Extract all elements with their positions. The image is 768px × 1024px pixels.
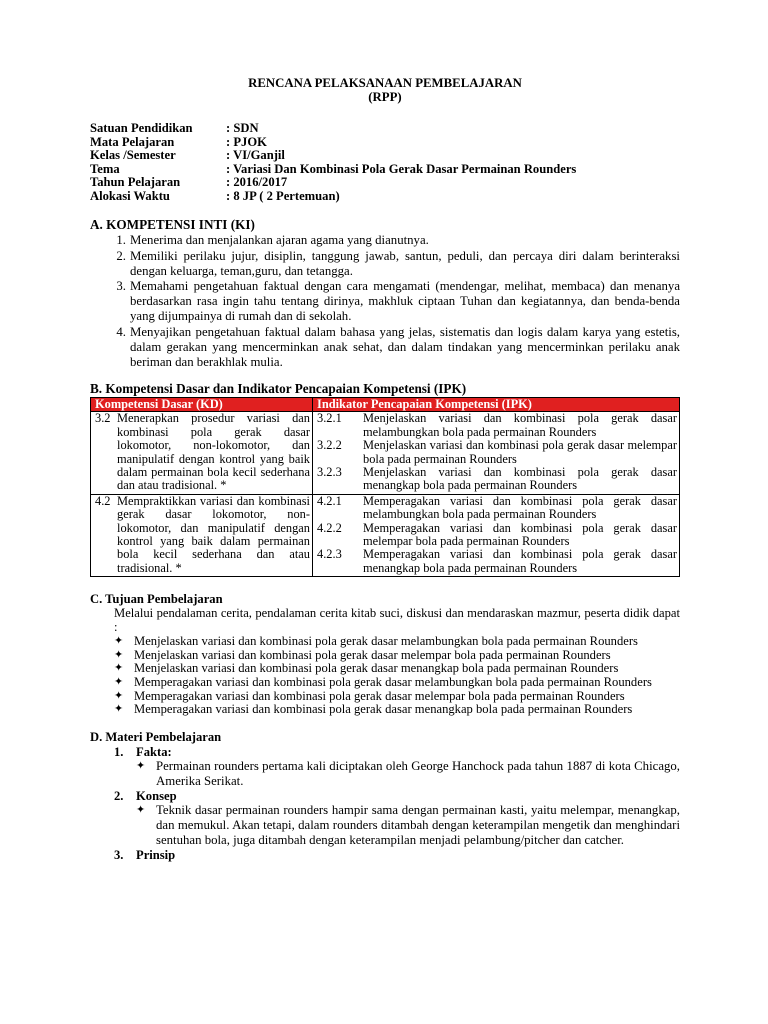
list-text: Memahami pengetahuan faktual dengan cara mengamati (mendengar, melihat, membaca) dan menanya berdasarkan rasa ingin tahu tentang dirinya, makhluk ciptaan Tuhan dan kegiatannya, dan benda-benda yang dijumpainya di rumah dan di sekolah. xyxy=(130,278,680,324)
ki-list xyxy=(90,233,680,370)
tujuan-heading: C. Tujuan Pembelajaran xyxy=(90,592,223,607)
materi-item-prinsip xyxy=(114,848,680,862)
ipk-cell xyxy=(313,494,680,576)
list-item xyxy=(114,662,680,676)
list-item xyxy=(90,233,680,248)
ipk-code: 3.2.3 xyxy=(317,465,342,480)
meta-value: : Variasi Dan Kombinasi Pola Gerak Dasar Permainan Rounders xyxy=(226,161,577,176)
meta-label: Tema xyxy=(90,161,120,176)
kd-cell xyxy=(91,494,313,576)
star-bullet-icon: ✦ xyxy=(114,648,124,661)
table-header-row xyxy=(91,397,680,411)
materi-number: 2. xyxy=(114,788,124,803)
meta-value: : 2016/2017 xyxy=(226,175,288,190)
meta-value: : 8 JP ( 2 Pertemuan) xyxy=(226,188,340,203)
list-item xyxy=(90,249,680,279)
tujuan-list xyxy=(114,635,680,717)
kd-code: 3.2 xyxy=(95,411,111,426)
materi-label: Fakta: xyxy=(136,744,172,759)
list-text: Menjelaskan variasi dan kombinasi pola gerak dasar melempar bola pada permainan Rounders xyxy=(134,647,611,662)
ipk-cell xyxy=(313,412,680,494)
ipk-text: Memperagakan variasi dan kombinasi pola gerak dasar menangkap bola pada permainan Rounders xyxy=(363,547,677,575)
star-bullet-icon: ✦ xyxy=(114,662,124,675)
kd-text: Mempraktikkan variasi dan kombinasi gerak dasar lokomotor, non-lokomotor, dan manipulatif dengan kontrol yang baik dalam permainan bola kecil sederhana dan atau tradisional. * xyxy=(117,493,310,575)
star-bullet-icon: ✦ xyxy=(114,676,124,689)
meta-label: Mata Pelajaran xyxy=(90,134,175,149)
list-text: Menyajikan pengetahuan faktual dalam bahasa yang jelas, sistematis dan logis dalam karya yang estetis, dalam gerakan yang mencerminkan anak sehat, dan dalam tindakan yang mencerminkan perilaku anak beriman dan berakhlak mulia. xyxy=(130,324,680,369)
ipk-text: Memperagakan variasi dan kombinasi pola gerak dasar melambungkan bola pada permainan Rounders xyxy=(363,493,677,522)
ipk-text: Memperagakan variasi dan kombinasi pola gerak dasar melempar bola pada permainan Rounders xyxy=(363,520,677,549)
list-item xyxy=(114,703,680,717)
list-text: Memperagakan variasi dan kombinasi pola gerak dasar melempar bola pada permainan Rounders xyxy=(134,688,625,703)
identity-block xyxy=(90,122,680,204)
list-number: 2. xyxy=(116,248,126,263)
list-text: Memiliki perilaku jujur, disiplin, tanggung jawab, santun, peduli, dan percaya diri dalam berinteraksi dengan keluarga, teman,guru, dan tetangga. xyxy=(130,248,680,278)
star-bullet-icon: ✦ xyxy=(136,803,146,816)
ipk-code: 4.2.3 xyxy=(317,547,342,562)
list-item xyxy=(114,676,680,690)
meta-label: Kelas /Semester xyxy=(90,148,176,163)
star-bullet-icon: ✦ xyxy=(114,689,124,702)
meta-row xyxy=(90,176,680,190)
list-text: Menjelaskan variasi dan kombinasi pola gerak dasar menangkap bola pada permainan Rounders xyxy=(134,661,619,676)
list-number: 3. xyxy=(116,278,126,293)
meta-row xyxy=(90,163,680,177)
list-item xyxy=(114,635,680,649)
ipk-code: 4.2.2 xyxy=(317,520,342,535)
list-item xyxy=(114,690,680,704)
list-text: Memperagakan variasi dan kombinasi pola gerak dasar menangkap bola pada permainan Rounders xyxy=(134,702,633,717)
list-item xyxy=(114,649,680,663)
ipk-code: 3.2.2 xyxy=(317,438,342,453)
meta-label: Satuan Pendidikan xyxy=(90,121,193,135)
ipk-item xyxy=(317,548,677,575)
rpp-document xyxy=(90,76,680,862)
star-bullet-icon: ✦ xyxy=(114,703,124,716)
kd-text: Menerapkan prosedur variasi dan kombinasi pola gerak dasar lokomotor, non-lokomotor, dan manipulatif dengan kontrol yang baik dalam permainan bola kecil sederhana dan atau tradisional. * xyxy=(117,411,310,493)
list-text: Permainan rounders pertama kali diciptakan oleh George Hanchock pada tahun 1887 di kota Chicago, Amerika Serikat. xyxy=(156,758,680,788)
materi-number: 3. xyxy=(114,847,124,862)
meta-row xyxy=(90,149,680,163)
materi-heading: D. Materi Pembelajaran xyxy=(90,729,222,744)
col-header-kd: Kompetensi Dasar (KD) xyxy=(91,397,313,411)
table-row xyxy=(91,412,680,494)
meta-label: Alokasi Waktu xyxy=(90,188,170,203)
ipk-text: Menjelaskan variasi dan kombinasi pola gerak dasar melambungkan bola pada permainan Rounders xyxy=(363,411,677,439)
meta-value: : SDN xyxy=(226,121,259,135)
title-line-2: (RPP) xyxy=(368,90,402,104)
list-number: 1. xyxy=(116,233,126,248)
meta-row xyxy=(90,122,680,136)
kd-ipk-table xyxy=(90,397,680,577)
list-number: 4. xyxy=(116,324,126,339)
ipk-item xyxy=(317,495,677,522)
materi-label: Prinsip xyxy=(136,847,176,862)
kd-heading: B. Kompetensi Dasar dan Indikator Pencapaian Kompetensi (IPK) xyxy=(90,381,467,397)
meta-value: : PJOK xyxy=(226,134,267,149)
materi-item-fakta xyxy=(114,745,680,789)
list-item xyxy=(136,759,680,789)
list-text: Teknik dasar permainan rounders hampir sama dengan permainan kasti, yaitu melempar, menangkap, dan memukul. Akan tetapi, dalam rounders ditambah dengan keterampilan mengetik dan menghindari sentuhan bola, juga ditambah dengan keterampilan menjadi pelambung/pitcher dan catcher. xyxy=(156,802,680,847)
meta-label: Tahun Pelajaran xyxy=(90,175,181,190)
list-text: Menjelaskan variasi dan kombinasi pola gerak dasar melambungkan bola pada permainan Rounders xyxy=(134,634,638,649)
materi-item-konsep xyxy=(114,789,680,848)
col-header-ipk: Indikator Pencapaian Kompetensi (IPK) xyxy=(313,397,680,411)
kd-code: 4.2 xyxy=(95,493,111,508)
meta-row xyxy=(90,190,680,204)
list-text: Memperagakan variasi dan kombinasi pola gerak dasar melambungkan bola pada permainan Rounders xyxy=(134,675,652,690)
star-bullet-icon: ✦ xyxy=(136,759,146,772)
materi-label: Konsep xyxy=(136,788,177,803)
list-item xyxy=(90,279,680,325)
ipk-code: 3.2.1 xyxy=(317,411,342,426)
ipk-item xyxy=(317,439,677,466)
list-item xyxy=(90,325,680,371)
ipk-item xyxy=(317,466,677,493)
ipk-item xyxy=(317,412,677,439)
ki-heading: A. KOMPETENSI INTI (KI) xyxy=(90,216,255,232)
kd-cell xyxy=(91,412,313,494)
list-text: Menerima dan menjalankan ajaran agama yang dianutnya. xyxy=(130,233,429,248)
ipk-text: Menjelaskan variasi dan kombinasi pola gerak dasar melempar bola pada permainan Rounders xyxy=(363,438,677,466)
star-bullet-icon: ✦ xyxy=(114,635,124,648)
ipk-text: Menjelaskan variasi dan kombinasi pola gerak dasar menangkap bola pada permainan Rounders xyxy=(363,465,677,493)
title-line-1: RENCANA PELAKSANAAN PEMBELAJARAN xyxy=(248,76,522,90)
list-item xyxy=(136,803,680,848)
ipk-item xyxy=(317,522,677,549)
table-row xyxy=(91,494,680,576)
meta-value: : VI/Ganjil xyxy=(226,148,285,163)
ipk-code: 4.2.1 xyxy=(317,493,342,508)
document-title xyxy=(90,76,680,104)
materi-number: 1. xyxy=(114,744,124,759)
meta-row xyxy=(90,136,680,150)
tujuan-intro: Melalui pendalaman cerita, pendalaman cerita kitab suci, diskusi dan mendaraskan mazmur, peserta didik dapat : xyxy=(114,606,680,634)
